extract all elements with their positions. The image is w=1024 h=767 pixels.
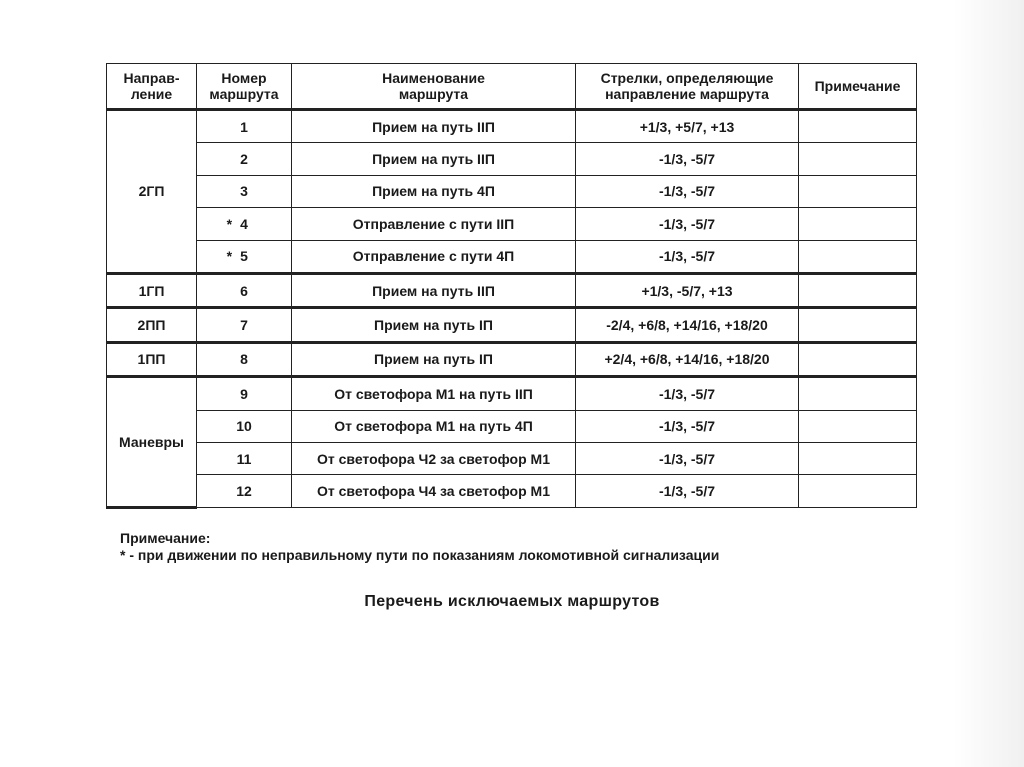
- route-name-cell: От светофора М1 на путь 4П: [292, 410, 576, 442]
- route-number: 9: [240, 385, 248, 402]
- header-switches-text: Стрелки, определяющие направление маршрута: [600, 70, 774, 102]
- switches-cell: +1/3, +5/7, +13: [576, 110, 799, 143]
- route-number-cell: [197, 377, 292, 410]
- header-note: [799, 64, 917, 110]
- route-number: 1: [240, 118, 248, 135]
- footnote-title: Примечание:: [120, 530, 211, 546]
- note-cell: [799, 342, 917, 376]
- direction-cell: 2ПП: [107, 308, 197, 342]
- table-row: [107, 410, 917, 442]
- route-number: 6: [240, 282, 248, 299]
- header-name: [292, 64, 576, 110]
- route-name-cell: От светофора М1 на путь IIП: [292, 377, 576, 410]
- header-number: [197, 64, 292, 110]
- route-number-cell: [197, 342, 292, 376]
- page-edge-shadow: [954, 0, 1024, 767]
- table-row: [107, 175, 917, 207]
- route-number-cell: [197, 208, 292, 240]
- footnote: [120, 530, 719, 564]
- table-body: [107, 110, 917, 508]
- note-cell: [799, 175, 917, 207]
- table-row: [107, 342, 917, 376]
- table-row: [107, 110, 917, 143]
- route-number-cell: [197, 308, 292, 342]
- note-cell: [799, 273, 917, 307]
- route-number-cell: [197, 175, 292, 207]
- note-cell: [799, 410, 917, 442]
- table-row: [107, 475, 917, 507]
- route-number: 4: [240, 215, 248, 232]
- switches-cell: -1/3, -5/7: [576, 475, 799, 507]
- switches-cell: -1/3, -5/7: [576, 240, 799, 273]
- route-number-cell: [197, 442, 292, 474]
- switches-cell: -1/3, -5/7: [576, 175, 799, 207]
- route-number-cell: [197, 240, 292, 273]
- table-row: [107, 308, 917, 342]
- direction-cell: Маневры: [107, 377, 197, 508]
- switches-cell: -2/4, +6/8, +14/16, +18/20: [576, 308, 799, 342]
- table-row: [107, 208, 917, 240]
- header-direction: [107, 64, 197, 110]
- switches-cell: -1/3, -5/7: [576, 377, 799, 410]
- route-name-cell: Прием на путь IП: [292, 308, 576, 342]
- route-number: 7: [240, 317, 248, 334]
- route-name-cell: От светофора Ч4 за светофор М1: [292, 475, 576, 507]
- route-number: 5: [240, 248, 248, 265]
- header-note-text: Примечание: [814, 78, 901, 94]
- route-name-cell: Прием на путь IIП: [292, 143, 576, 175]
- switches-cell: +1/3, -5/7, +13: [576, 273, 799, 307]
- note-cell: [799, 110, 917, 143]
- star-mark: *: [226, 248, 233, 265]
- star-mark: *: [226, 215, 233, 232]
- header-switches: [576, 64, 799, 110]
- header-name-text: Наименование маршрута: [382, 70, 485, 102]
- header-direction-text: Направ- ление: [123, 70, 180, 102]
- table-row: [107, 377, 917, 410]
- footnote-text: * - при движении по неправильному пути по показаниям локомотивной сигнализации: [120, 547, 720, 563]
- route-number-cell: [197, 273, 292, 307]
- route-number: 3: [240, 183, 248, 200]
- direction-cell: 1ГП: [107, 273, 197, 307]
- note-cell: [799, 475, 917, 507]
- table-row: [107, 442, 917, 474]
- table-header-row: [107, 64, 917, 110]
- switches-cell: -1/3, -5/7: [576, 442, 799, 474]
- routes-table: [106, 63, 917, 509]
- route-number: 2: [240, 151, 248, 168]
- table-row: [107, 143, 917, 175]
- direction-cell: 1ПП: [107, 342, 197, 376]
- route-number: 8: [240, 351, 248, 368]
- route-name-cell: От светофора Ч2 за светофор М1: [292, 442, 576, 474]
- route-name-cell: Прием на путь 4П: [292, 175, 576, 207]
- note-cell: [799, 308, 917, 342]
- route-number-cell: [197, 475, 292, 507]
- note-cell: [799, 240, 917, 273]
- route-name-cell: Прием на путь IП: [292, 342, 576, 376]
- note-cell: [799, 377, 917, 410]
- header-number-text: Номер маршрута: [209, 70, 279, 102]
- note-cell: [799, 208, 917, 240]
- note-cell: [799, 442, 917, 474]
- route-number-cell: [197, 410, 292, 442]
- direction-cell: 2ГП: [107, 110, 197, 274]
- route-name-cell: Отправление с пути IIП: [292, 208, 576, 240]
- route-number: 11: [236, 450, 252, 467]
- route-number: 10: [236, 418, 252, 435]
- route-number-cell: [197, 143, 292, 175]
- note-cell: [799, 143, 917, 175]
- switches-cell: -1/3, -5/7: [576, 143, 799, 175]
- route-number-cell: [197, 110, 292, 143]
- document-caption: Перечень исключаемых маршрутов: [364, 593, 660, 610]
- switches-cell: -1/3, -5/7: [576, 208, 799, 240]
- table-row: [107, 240, 917, 273]
- route-name-cell: Прием на путь IIП: [292, 273, 576, 307]
- switches-cell: -1/3, -5/7: [576, 410, 799, 442]
- route-name-cell: Отправление с пути 4П: [292, 240, 576, 273]
- table-row: [107, 273, 917, 307]
- switches-cell: +2/4, +6/8, +14/16, +18/20: [576, 342, 799, 376]
- route-number: 12: [236, 482, 252, 499]
- route-name-cell: Прием на путь IIП: [292, 110, 576, 143]
